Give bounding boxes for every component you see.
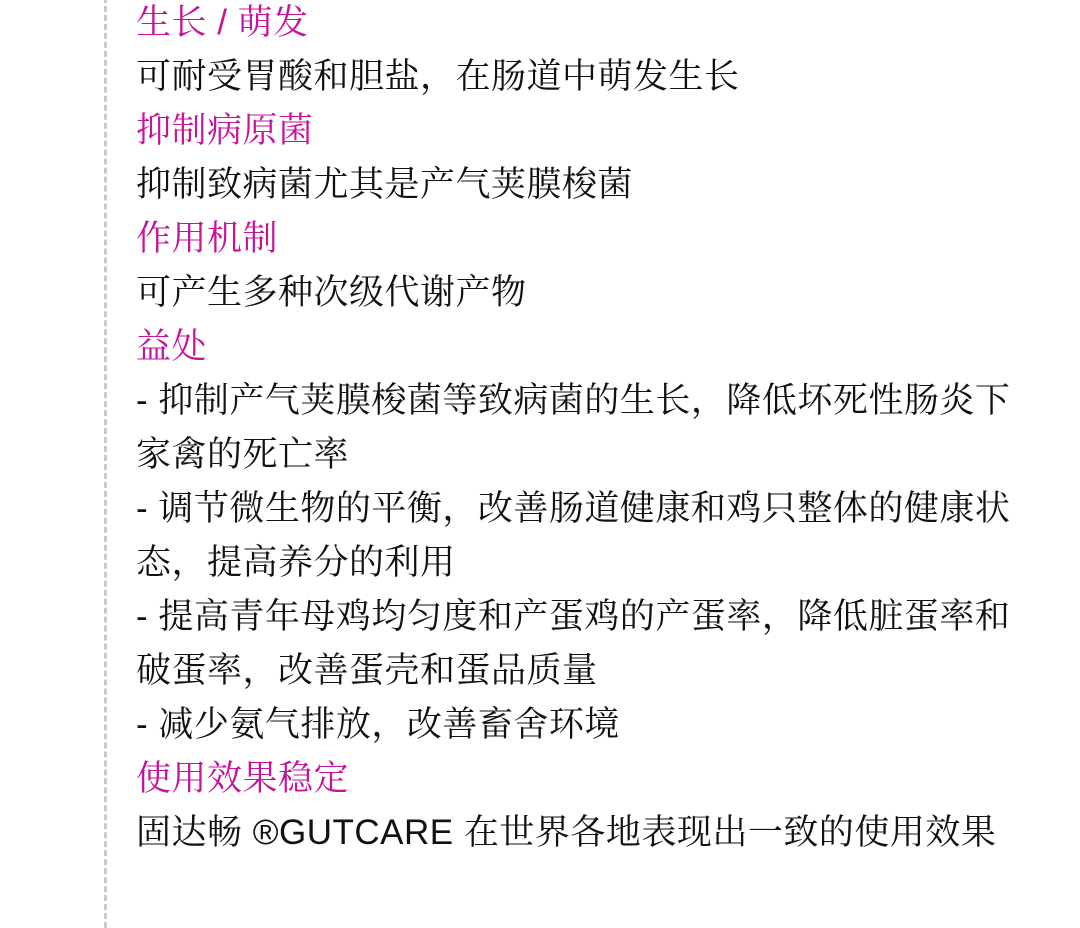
section-body-growth-germination: 可耐受胃酸和胆盐，在肠道中萌发生长 [136, 57, 740, 96]
section-body-mechanism: 可产生多种次级代谢产物 [136, 273, 527, 312]
section-body-pathogen-inhibition: 抑制致病菌尤其是产气荚膜梭菌 [136, 165, 634, 204]
section-heading-pathogen-inhibition: 抑制病原菌 [136, 111, 314, 150]
section-body-stable-efficacy: 固达畅 ®GUTCARE 在世界各地表现出一致的使用效果 [136, 813, 997, 852]
section-heading-stable-efficacy: 使用效果稳定 [136, 759, 350, 798]
document-content [136, 0, 1026, 860]
section-heading-benefits: 益处 [136, 327, 208, 366]
benefit-item-2: - 调节微生物的平衡，改善肠道健康和鸡只整体的健康状态，提高养分的利用 [136, 489, 1011, 582]
benefit-item-4: - 减少氨气排放，改善畜舍环境 [136, 705, 620, 744]
benefit-item-1: - 抑制产气荚膜梭菌等致病菌的生长，降低坏死性肠炎下家禽的死亡率 [136, 381, 1011, 474]
section-heading-growth-germination: 生长 / 萌发 [136, 3, 309, 42]
section-heading-mechanism: 作用机制 [136, 219, 279, 258]
left-dashed-rule [104, 0, 107, 928]
benefit-item-3: - 提高青年母鸡均匀度和产蛋鸡的产蛋率，降低脏蛋率和破蛋率，改善蛋壳和蛋品质量 [136, 597, 1011, 690]
